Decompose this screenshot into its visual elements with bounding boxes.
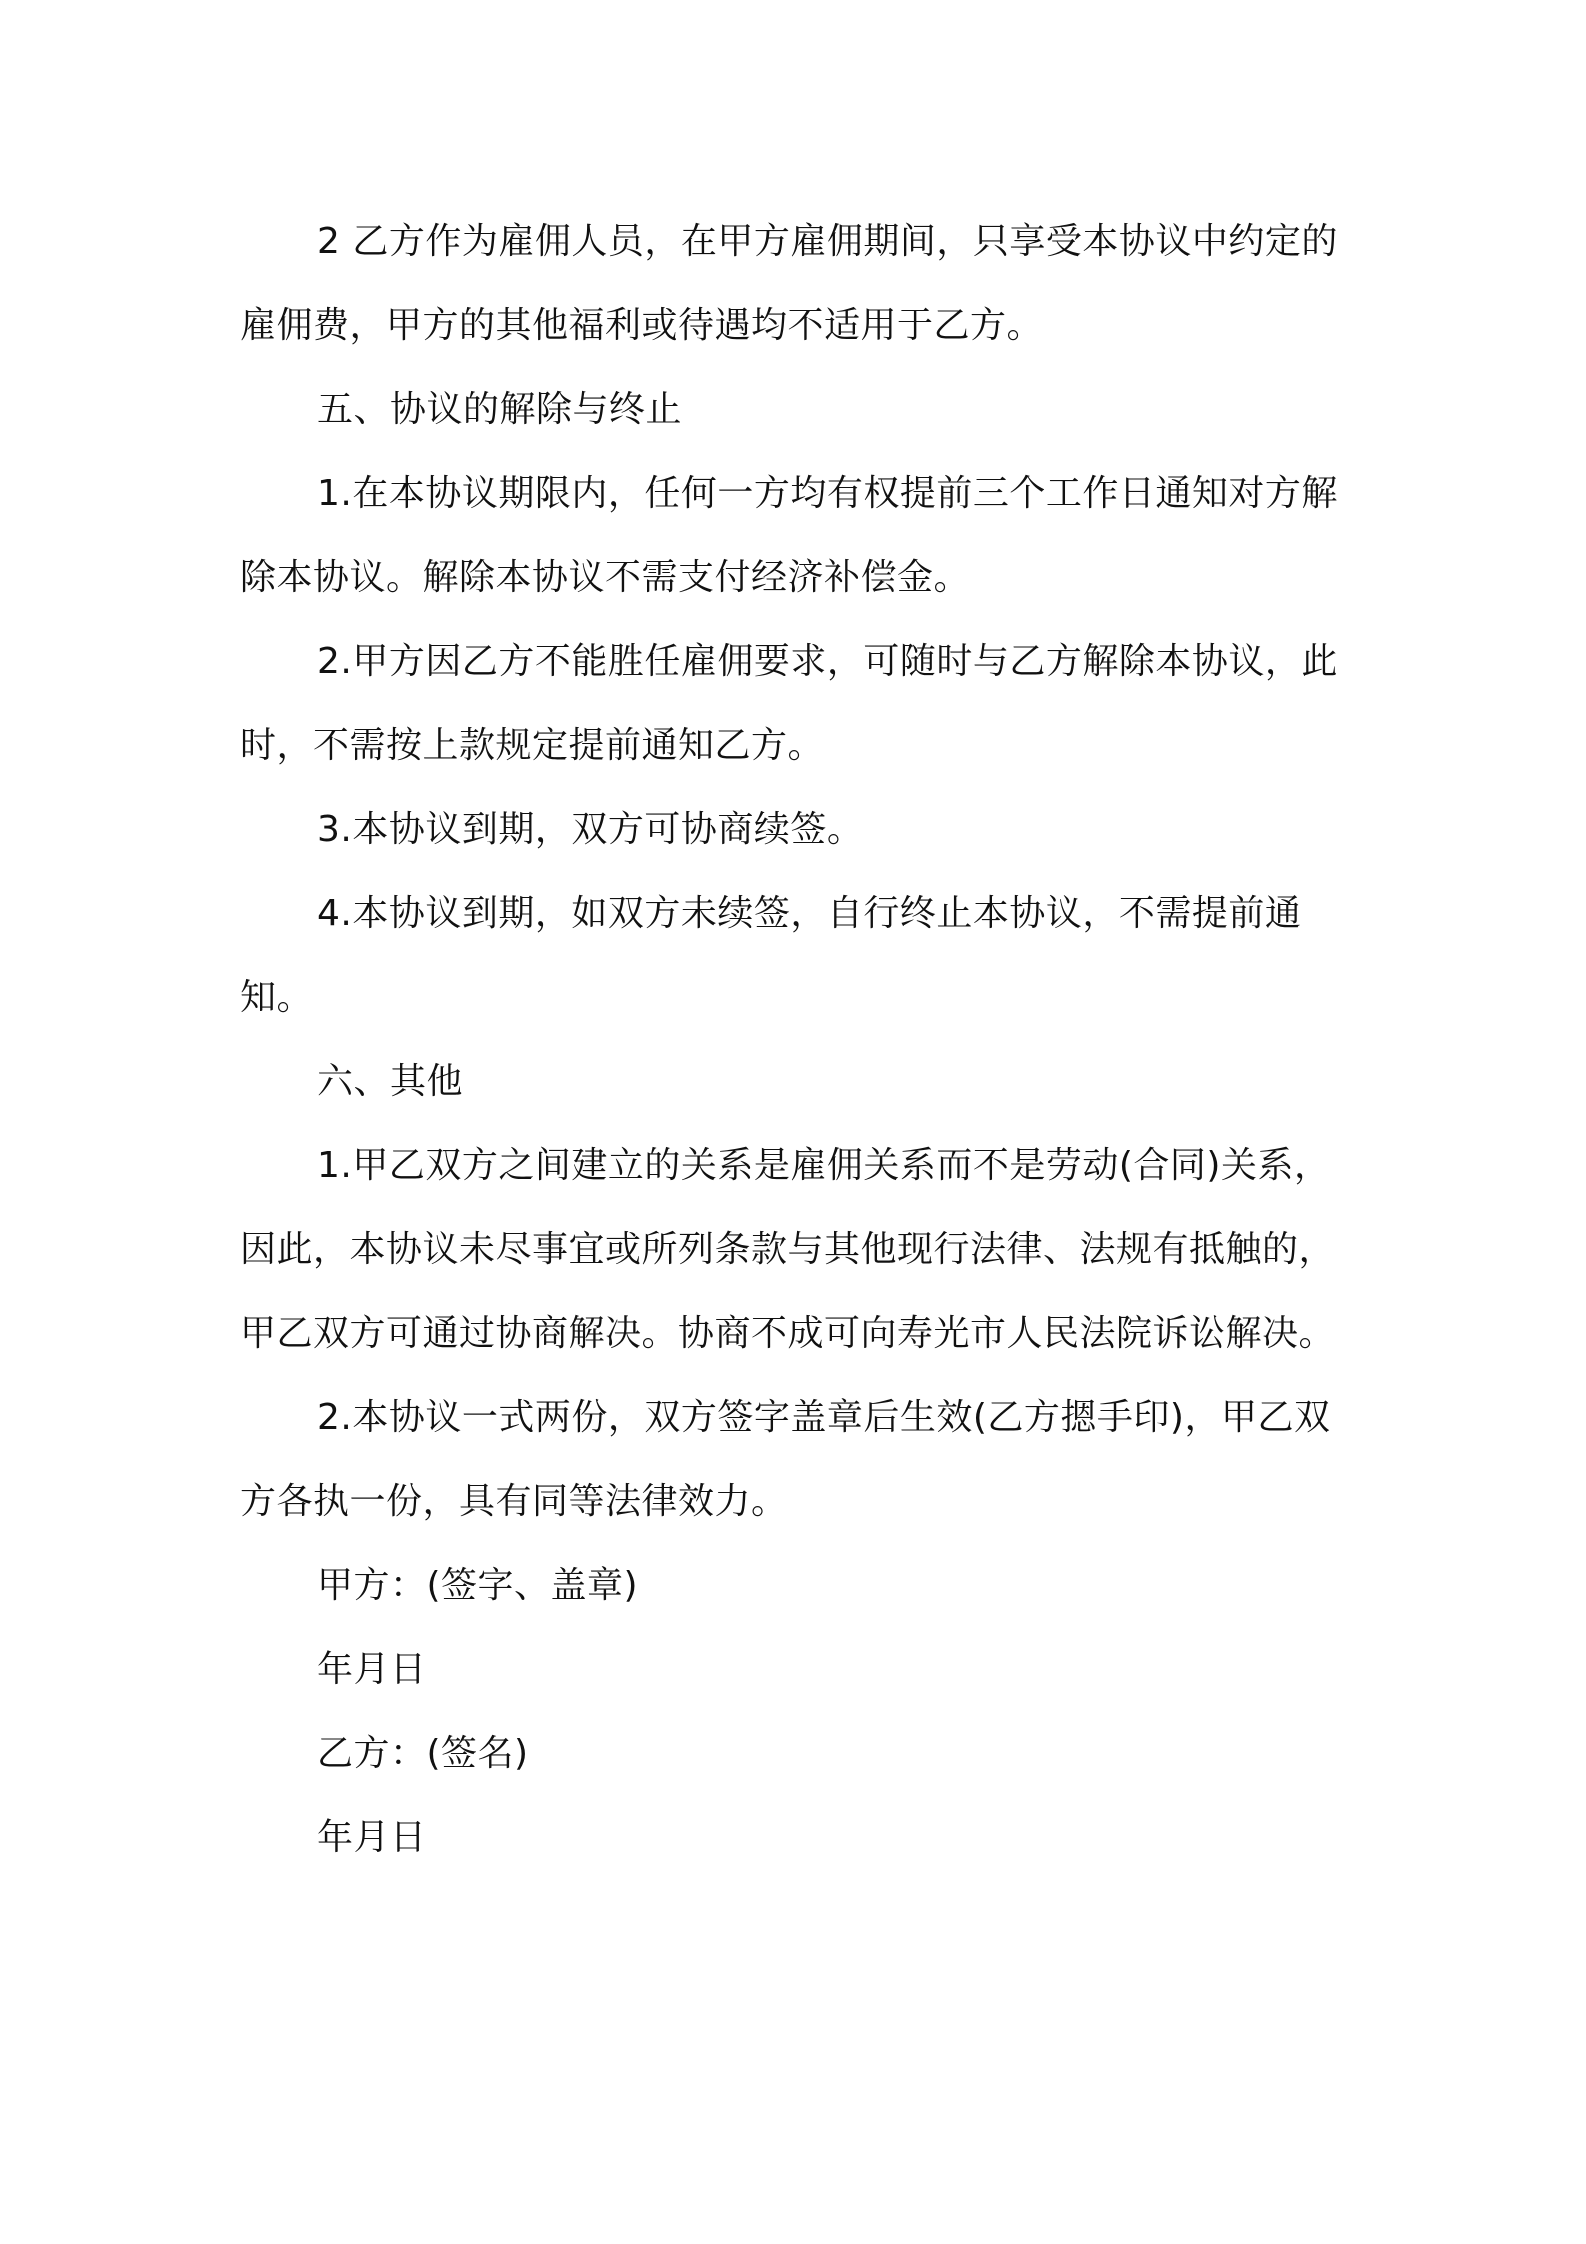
party-a-date-line: 年月日 (317, 1649, 427, 1690)
document-body (240, 200, 1360, 1880)
clause-5-4-paragraph: 4.本协议到期，如双方未续签，自行终止本协议，不需提前通知。 (240, 893, 1302, 1018)
clause-5-2-paragraph: 2.甲方因乙方不能胜任雇佣要求，可随时与乙方解除本协议，此时，不需按上款规定提前通知乙方。 (240, 641, 1338, 766)
section-5-heading: 五、协议的解除与终止 (317, 389, 683, 430)
party-b-date-line: 年月日 (317, 1817, 427, 1858)
party-a-signature-line: 甲方：(签字、盖章) (317, 1565, 639, 1606)
clause-5-3-paragraph: 3.本协议到期，双方可协商续签。 (317, 809, 864, 850)
party-b-signature-line: 乙方：(签名) (317, 1733, 529, 1774)
clause-5-1-paragraph: 1.在本协议期限内，任何一方均有权提前三个工作日通知对方解除本协议。解除本协议不需支付经济补偿金。 (240, 473, 1338, 598)
clause-6-2-paragraph: 2.本协议一式两份，双方签字盖章后生效(乙方摁手印)，甲乙双方各执一份，具有同等法律效力。 (240, 1397, 1331, 1522)
clause-6-1-paragraph: 1.甲乙双方之间建立的关系是雇佣关系而不是劳动(合同)关系，因此，本协议未尽事宜或所列条款与其他现行法律、法规有抵触的，甲乙双方可通过协商解决。协商不成可向寿光市人民法院诉讼解决。 (240, 1145, 1336, 1354)
clause-4-2-paragraph: 2 乙方作为雇佣人员，在甲方雇佣期间，只享受本协议中约定的雇佣费，甲方的其他福利或待遇均不适用于乙方。 (240, 221, 1338, 346)
section-6-heading: 六、其他 (317, 1061, 464, 1102)
